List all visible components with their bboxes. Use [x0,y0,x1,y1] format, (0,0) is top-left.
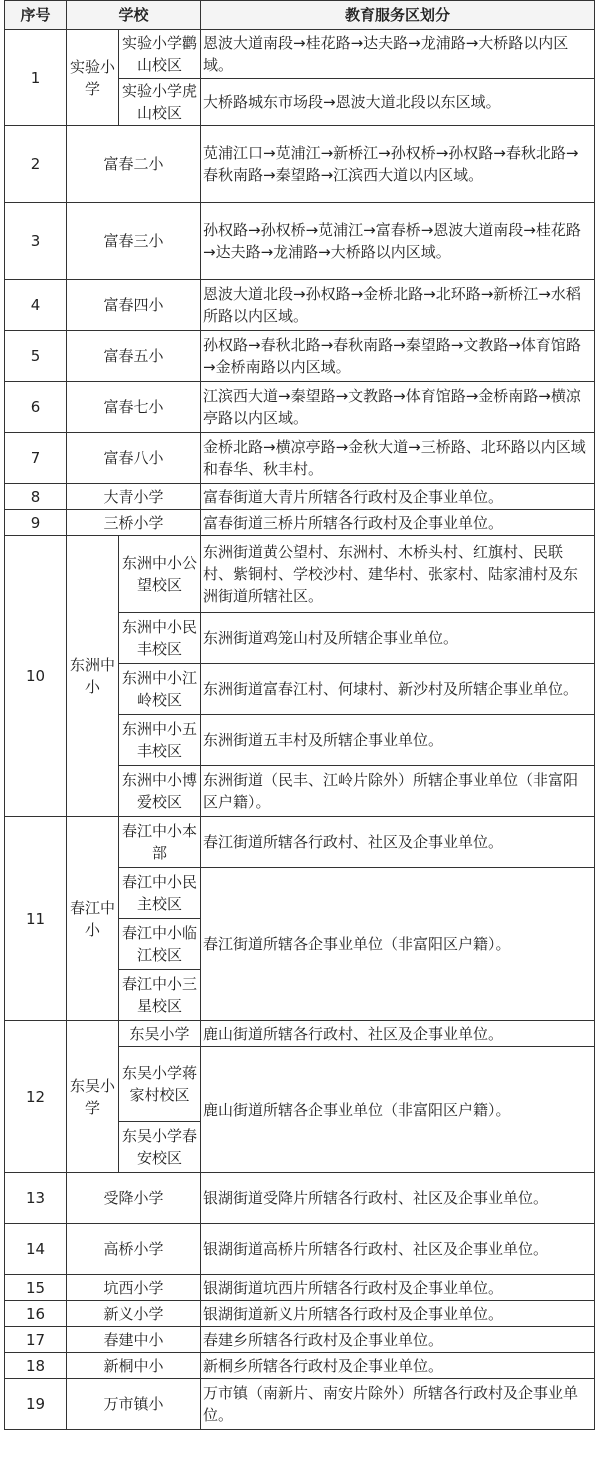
school-name: 坑西小学 [67,1275,201,1301]
campus-name: 春江中小本部 [119,817,201,868]
school-name: 大青小学 [67,484,201,510]
row-number: 17 [5,1327,67,1353]
school-district-table [4,0,595,1430]
school-name: 春江中小 [67,817,119,1021]
service-area: 银湖街道高桥片所辖各行政村、社区及企事业单位。 [201,1224,595,1275]
campus-name: 东洲中小民丰校区 [119,613,201,664]
service-area: 春江街道所辖各企事业单位（非富阳区户籍）。 [201,868,595,1021]
table-row [5,1379,595,1430]
campus-name: 春江中小临江校区 [119,919,201,970]
row-number: 7 [5,433,67,484]
service-area: 恩波大道北段→孙权路→金桥北路→北环路→新桥江→水稻所路以内区域。 [201,280,595,331]
school-name: 东吴小学 [67,1021,119,1173]
school-name: 富春三小 [67,203,201,280]
row-number: 15 [5,1275,67,1301]
service-area: 富春街道三桥片所辖各行政村及企事业单位。 [201,510,595,536]
service-area: 大桥路城东市场段→恩波大道北段以东区域。 [201,79,595,126]
table-row [5,1301,595,1327]
service-area: 苋浦江口→苋浦江→新桥江→孙权桥→孙权路→春秋北路→春秋南路→秦望路→江滨西大道以内区域。 [201,126,595,203]
table-row [5,1173,595,1224]
header-service-area: 教育服务区划分 [201,1,595,30]
campus-name: 东吴小学蒋家村校区 [119,1047,201,1122]
row-number: 5 [5,331,67,382]
service-area: 银湖街道受降片所辖各行政村、社区及企事业单位。 [201,1173,595,1224]
table-row [5,1224,595,1275]
table-row [5,817,595,868]
school-name: 三桥小学 [67,510,201,536]
service-area: 江滨西大道→秦望路→文教路→体育馆路→金桥南路→横凉亭路以内区域。 [201,382,595,433]
table-row [5,536,595,613]
campus-name: 东洲中小五丰校区 [119,715,201,766]
table-row [5,30,595,79]
campus-name: 东洲中小博爱校区 [119,766,201,817]
header-number: 序号 [5,1,67,30]
service-area: 孙权路→孙权桥→苋浦江→富春桥→恩波大道南段→桂花路→达夫路→龙浦路→大桥路以内区域。 [201,203,595,280]
school-name: 富春二小 [67,126,201,203]
table-row [5,1327,595,1353]
row-number: 4 [5,280,67,331]
row-number: 13 [5,1173,67,1224]
row-number: 1 [5,30,67,126]
service-area: 东洲街道富春江村、何埭村、新沙村及所辖企事业单位。 [201,664,595,715]
service-area: 万市镇（南新片、南安片除外）所辖各行政村及企事业单位。 [201,1379,595,1430]
table-row [5,126,595,203]
row-number: 12 [5,1021,67,1173]
service-area: 东洲街道鸡笼山村及所辖企事业单位。 [201,613,595,664]
school-name: 受降小学 [67,1173,201,1224]
header-row [5,1,595,30]
school-name: 东洲中小 [67,536,119,817]
table-row [5,1021,595,1047]
service-area: 新桐乡所辖各行政村及企事业单位。 [201,1353,595,1379]
row-number: 3 [5,203,67,280]
campus-name: 东洲中小公望校区 [119,536,201,613]
school-name: 春建中小 [67,1327,201,1353]
service-area: 鹿山街道所辖各企事业单位（非富阳区户籍）。 [201,1047,595,1173]
school-name: 富春五小 [67,331,201,382]
row-number: 18 [5,1353,67,1379]
school-name: 高桥小学 [67,1224,201,1275]
row-number: 19 [5,1379,67,1430]
table-row [5,280,595,331]
row-number: 16 [5,1301,67,1327]
row-number: 10 [5,536,67,817]
service-area: 富春街道大青片所辖各行政村及企事业单位。 [201,484,595,510]
table-row [5,1275,595,1301]
row-number: 8 [5,484,67,510]
school-name: 万市镇小 [67,1379,201,1430]
service-area: 金桥北路→横凉亭路→金秋大道→三桥路、北环路以内区域和春华、秋丰村。 [201,433,595,484]
table-row [5,1353,595,1379]
school-name: 新义小学 [67,1301,201,1327]
campus-name: 东洲中小江岭校区 [119,664,201,715]
service-area: 恩波大道南段→桂花路→达夫路→龙浦路→大桥路以内区域。 [201,30,595,79]
row-number: 9 [5,510,67,536]
campus-name: 春江中小民主校区 [119,868,201,919]
school-name: 新桐中小 [67,1353,201,1379]
school-name: 富春四小 [67,280,201,331]
service-area: 银湖街道坑西片所辖各行政村及企事业单位。 [201,1275,595,1301]
campus-name: 东吴小学 [119,1021,201,1047]
service-area: 银湖街道新义片所辖各行政村及企事业单位。 [201,1301,595,1327]
service-area: 鹿山街道所辖各行政村、社区及企事业单位。 [201,1021,595,1047]
table-row [5,331,595,382]
service-area: 东洲街道（民丰、江岭片除外）所辖企事业单位（非富阳区户籍）。 [201,766,595,817]
service-area: 东洲街道黄公望村、东洲村、木桥头村、红旗村、民联村、紫铜村、学校沙村、建华村、张家村、陆家浦村及东洲街道所辖社区。 [201,536,595,613]
row-number: 2 [5,126,67,203]
table-row [5,203,595,280]
service-area: 春建乡所辖各行政村及企事业单位。 [201,1327,595,1353]
campus-name: 实验小学虎山校区 [119,79,201,126]
row-number: 14 [5,1224,67,1275]
campus-name: 春江中小三星校区 [119,970,201,1021]
school-name: 实验小学 [67,30,119,126]
service-area: 孙权路→春秋北路→春秋南路→秦望路→文教路→体育馆路→金桥南路以内区域。 [201,331,595,382]
service-area: 春江街道所辖各行政村、社区及企事业单位。 [201,817,595,868]
header-school: 学校 [67,1,201,30]
table-row [5,382,595,433]
campus-name: 实验小学鹳山校区 [119,30,201,79]
campus-name: 东吴小学春安校区 [119,1122,201,1173]
table-row [5,484,595,510]
row-number: 6 [5,382,67,433]
table-row [5,433,595,484]
school-name: 富春八小 [67,433,201,484]
table-row [5,510,595,536]
row-number: 11 [5,817,67,1021]
service-area: 东洲街道五丰村及所辖企事业单位。 [201,715,595,766]
school-name: 富春七小 [67,382,201,433]
